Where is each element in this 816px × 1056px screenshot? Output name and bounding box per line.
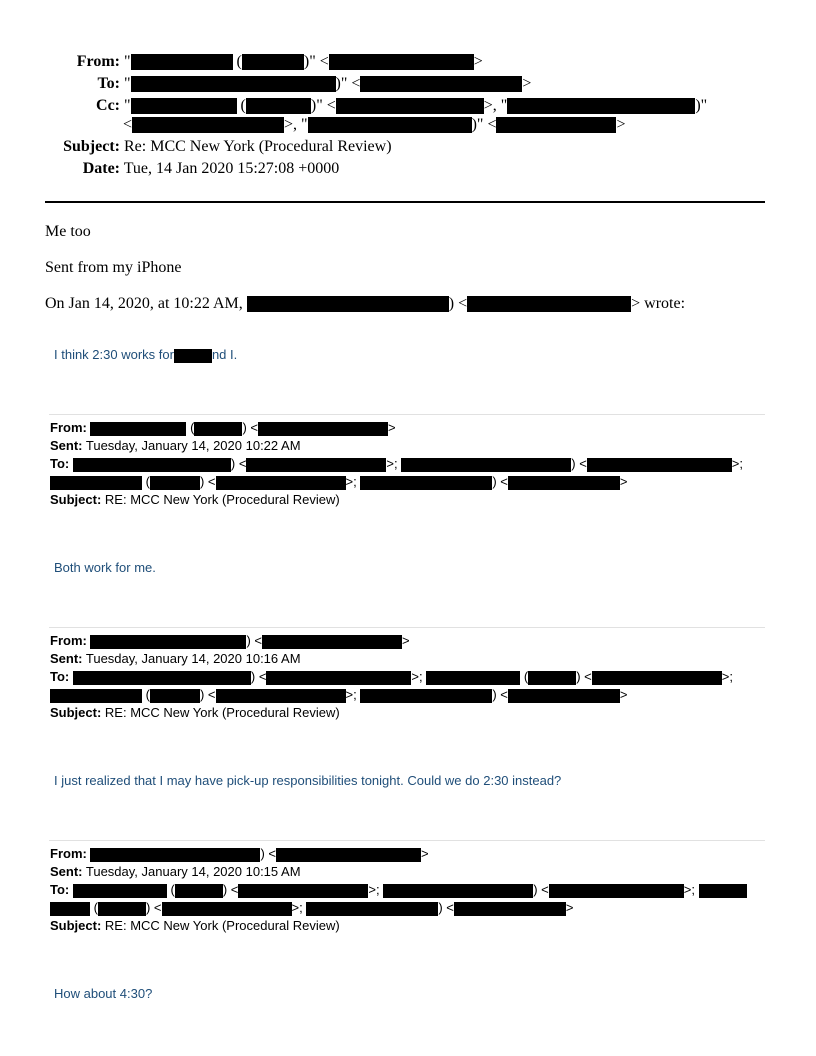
header-subject-row (40, 138, 392, 156)
message-text-part: nd I. (211, 347, 238, 362)
header-from-row: From: " ( )" < > (40, 53, 483, 71)
redaction (175, 884, 223, 898)
header-cc-row: Cc: " ( )" < >, " )" (40, 97, 707, 115)
redaction (247, 296, 449, 312)
message-sent-row (50, 438, 301, 453)
redaction (50, 902, 90, 916)
redaction (90, 635, 246, 649)
message-sent-row (50, 864, 301, 879)
quote-prefix: On Jan 14, 2020, at 10:22 AM, (45, 295, 243, 312)
message-sent-label: Sent: (50, 438, 83, 453)
message-subject-label: Subject: (50, 918, 102, 933)
redaction (150, 689, 200, 703)
message-subject-row (50, 492, 340, 507)
redaction (73, 671, 251, 685)
quote-intro: On Jan 14, 2020, at 10:22 AM, ) < > wrote: (45, 295, 686, 312)
message-sent-label: Sent: (50, 864, 83, 879)
redaction (306, 902, 438, 916)
body-line-2: Sent from my iPhone (45, 259, 182, 276)
header-subject-label: Subject: (63, 138, 120, 155)
message-sent-row (50, 651, 301, 666)
redaction (238, 884, 368, 898)
message-to-row-cont: ( ) < >; ) < > (50, 687, 627, 703)
redaction (592, 671, 722, 685)
message-text-part: I think 2:30 works for (54, 347, 174, 362)
redaction (73, 884, 167, 898)
message-to-label: To: (50, 456, 70, 471)
header-cc-row-cont: < >, " )" < > (123, 116, 626, 133)
message-to-row-cont: ( ) < >; ) < > (50, 900, 573, 916)
message-to-row-cont: ( ) < >; ) < > (50, 474, 627, 490)
redaction (360, 689, 492, 703)
message-to-label: To: (50, 882, 70, 897)
message-from-label: From: (50, 846, 87, 861)
message-divider (49, 840, 765, 841)
redaction (90, 848, 260, 862)
message-to-row: To: ( ) < >; ) < >; (50, 882, 747, 898)
redaction (131, 54, 233, 70)
redaction (467, 296, 631, 312)
message-from-row: From: ) < > (50, 633, 410, 648)
redaction (426, 671, 520, 685)
message-sent: Tuesday, January 14, 2020 10:22 AM (85, 438, 301, 453)
message-subject-label: Subject: (50, 492, 102, 507)
redaction (174, 349, 212, 363)
redaction (194, 422, 242, 436)
redaction (360, 76, 522, 92)
redaction (98, 902, 146, 916)
redaction (496, 117, 616, 133)
message-subject: RE: MCC New York (Procedural Review) (104, 705, 340, 720)
message-to-row: To: ) < >; ) < >; (50, 456, 744, 471)
header-to-row: To: " )" < > (40, 75, 531, 93)
redaction (276, 848, 421, 862)
redaction (262, 635, 402, 649)
message-subject-row (50, 705, 340, 720)
message-to-label: To: (50, 669, 70, 684)
redaction (507, 98, 695, 114)
redaction (308, 117, 472, 133)
redaction (329, 54, 474, 70)
redaction (242, 54, 304, 70)
redaction (246, 458, 386, 472)
redaction (132, 117, 284, 133)
redaction (50, 476, 142, 490)
header-cc-label: Cc: (96, 97, 120, 114)
message-subject-label: Subject: (50, 705, 102, 720)
redaction (246, 98, 311, 114)
header-date-label: Date: (82, 160, 120, 177)
message-subject: RE: MCC New York (Procedural Review) (104, 918, 340, 933)
message-sent: Tuesday, January 14, 2020 10:15 AM (85, 864, 301, 879)
message-from-row: From: ) < > (50, 846, 429, 861)
redaction (131, 76, 336, 92)
header-date-row (40, 160, 339, 178)
redaction (216, 476, 346, 490)
header-subject: Re: MCC New York (Procedural Review) (124, 138, 392, 155)
message-subject-row (50, 918, 340, 933)
body-line-1: Me too (45, 223, 91, 240)
redaction (508, 689, 620, 703)
redaction (528, 671, 576, 685)
redaction (336, 98, 484, 114)
message-from-label: From: (50, 420, 87, 435)
redaction (266, 671, 411, 685)
message-divider (49, 627, 765, 628)
message-sent-label: Sent: (50, 651, 83, 666)
header-date: Tue, 14 Jan 2020 15:27:08 +0000 (123, 160, 340, 177)
redaction (699, 884, 747, 898)
message-from-row: From: ( ) < > (50, 420, 396, 435)
message-text: I just realized that I may have pick-up responsibilities tonight. Could we do 2:30 instead? (54, 773, 562, 788)
redaction (216, 689, 346, 703)
redaction (587, 458, 732, 472)
redaction (383, 884, 533, 898)
redaction (258, 422, 388, 436)
redaction (549, 884, 684, 898)
message-text: How about 4:30? (54, 986, 153, 1001)
redaction (162, 902, 292, 916)
header-from-label: From: (76, 53, 120, 70)
redaction (131, 98, 237, 114)
message-sent: Tuesday, January 14, 2020 10:16 AM (85, 651, 301, 666)
redaction (454, 902, 566, 916)
header-to-label: To: (97, 75, 120, 92)
redaction (401, 458, 571, 472)
message-subject: RE: MCC New York (Procedural Review) (104, 492, 340, 507)
message-text: Both work for me. (54, 560, 156, 575)
redaction (150, 476, 200, 490)
redaction (50, 689, 142, 703)
message-divider (49, 414, 765, 415)
redaction (360, 476, 492, 490)
message-text (54, 347, 237, 363)
redaction (508, 476, 620, 490)
quote-suffix: wrote: (644, 295, 686, 312)
message-from-label: From: (50, 633, 87, 648)
header-divider (45, 201, 765, 203)
redaction (90, 422, 186, 436)
redaction (73, 458, 231, 472)
message-to-row: To: ) < >; ( ) < >; (50, 669, 733, 684)
